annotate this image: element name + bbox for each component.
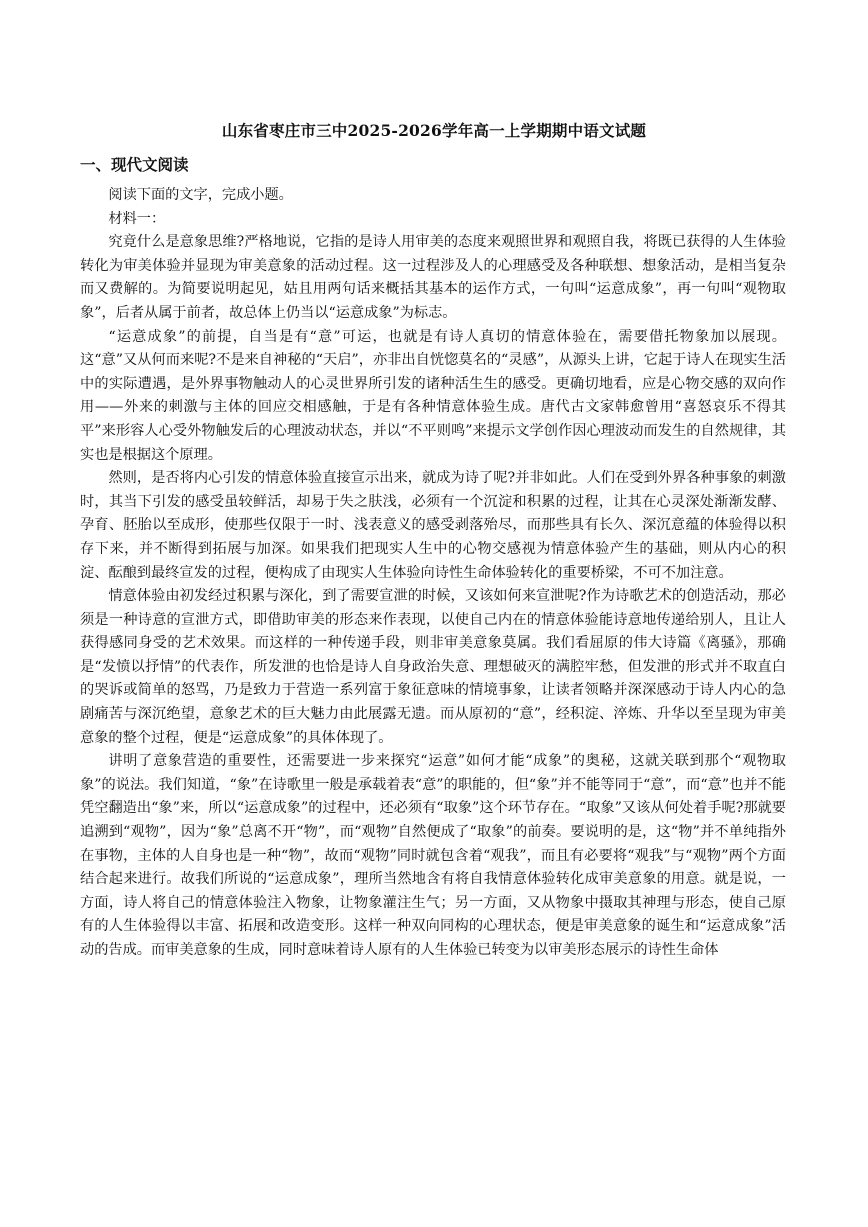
material-label: 材料一： (108, 210, 166, 227)
paragraph-4: 情意体验由初发经过积累与深化，到了需要宣泄的时候，又该如何来宣泄呢?作为诗歌艺术的创造活动，那必须是一种诗意的宣泄方式，即借助审美的形态来作表现，以使自己内在的情意体验能诗意地传递给别人，且让人获得感同身受的艺术效果。而这样的一种传递手段，则非审美意象莫属。我们看屈原的伟大诗篇《离骚》，那确是“发愤以抒情”的代表作，所发泄的也恰是诗人自身政治失意、理想破灭的满腔牢愁，但发泄的形式并不取直白的哭诉或简单的怒骂，乃是致力于营造一系列富于象征意味的情境事象，让读者领略并深深感动于诗人内心的急剧痛苦与深沉绝望，意象艺术的巨大魅力由此展露无遗。而从原初的“意”，经积淀、淬炼、升华以至呈现为审美意象的整个过程，便是“运意成象”的具体体现了。 (80, 588, 786, 746)
section-heading: 一、现代文阅读 (80, 155, 189, 174)
paragraph-2: “运意成象”的前提，自当是有“意”可运，也就是有诗人真切的情意体验在，需要借托物象加以展现。这“意”又从何而来呢?不是来自神秘的“天启”，亦非出自恍惚莫名的“灵感”，从源头上讲，它起于诗人在现实生活中的实际遭遇，是外界事物触动人的心灵世界所引发的诸种活生生的感受。更确切地看，应是心物交感的双向作用——外来的刺激与主体的回应交相感触，于是有各种情意体验生成。唐代古文家韩愈曾用“喜怒哀乐不得其平”来形容人心受外物触发后的心理波动状态，并以“不平则鸣”来提示文学创作因心理波动而发生的自然规律，其实也是根据这个原理。 (80, 328, 786, 463)
paragraph-1: 究竟什么是意象思维?严格地说，它指的是诗人用审美的态度来观照世界和观照自我，将既已获得的人生体验转化为审美体验并显现为审美意象的活动过程。这一过程涉及人的心理感受及各种联想、想象活动，是相当复杂而又费解的。为简要说明起见，姑且用两句话来概括其基本的运作方式，一句叫“运意成象”，再一句叫“观物取象”，后者从属于前者，故总体上仍当以“运意成象”为标志。 (80, 234, 786, 321)
paragraph-3: 然则，是否将内心引发的情意体验直接宣示出来，就成为诗了呢?并非如此。人们在受到外界各种事象的刺激时，其当下引发的感受虽较鲜活，却易于失之肤浅，必须有一个沉淀和积累的过程，让其在心灵深处渐渐发酵、孕育、胚胎以至成形，使那些仅限于一时、浅表意义的感受剥落殆尽，而那些具有长久、深沉意蕴的体验得以积存下来，并不断得到拓展与加深。如果我们把现实人生中的心物交感视为情意体验产生的基础，则从内心的积淀、酝酿到最终宣发的过程，便构成了由现实人生体验向诗性生命体验转化的重要桥梁，不可不加注意。 (80, 470, 786, 581)
reading-passage (80, 184, 786, 963)
document-title: 山东省枣庄市三中2025-2026学年高一上学期期中语文试题 (221, 121, 647, 140)
paragraph-5: 讲明了意象营造的重要性，还需要进一步来探究“运意”如何才能“成象”的奥秘，这就关联到那个“观物取象”的说法。我们知道，“象”在诗歌里一般是承载着表“意”的职能的，但“象”并不能等同于“意”，而“意”也并不能凭空翻造出“象”来，所以“运意成象”的过程中，还必须有“取象”这个环节存在。“取象”又该从何处着手呢?那就要追溯到“观物”，因为“象”总离不开“物”，而“观物”自然便成了“取象”的前奏。要说明的是，这“物”并不单纯指外在事物，主体的人自身也是一种“物”，故而“观物”同时就包含着“观我”，而且有必要将“观我”与“观物”两个方面结合起来进行。故我们所说的“运意成象”，理所当然地含有将自我情意体验转化成审美意象的用意。就是说，一方面，诗人将自己的情意体验注入物象，让物象灌注生气；另一方面，又从物象中摄取其神理与形态，使自己原有的人生体验得以丰富、拓展和改造变形。这样一种双向同构的心理状态，便是审美意象的诞生和“运意成象”活动的告成。而审美意象的生成，同时意味着诗人原有的人生体验已转变为以审美形态展示的诗性生命体 (80, 753, 786, 958)
instruction-text: 阅读下面的文字，完成小题。 (108, 187, 293, 203)
